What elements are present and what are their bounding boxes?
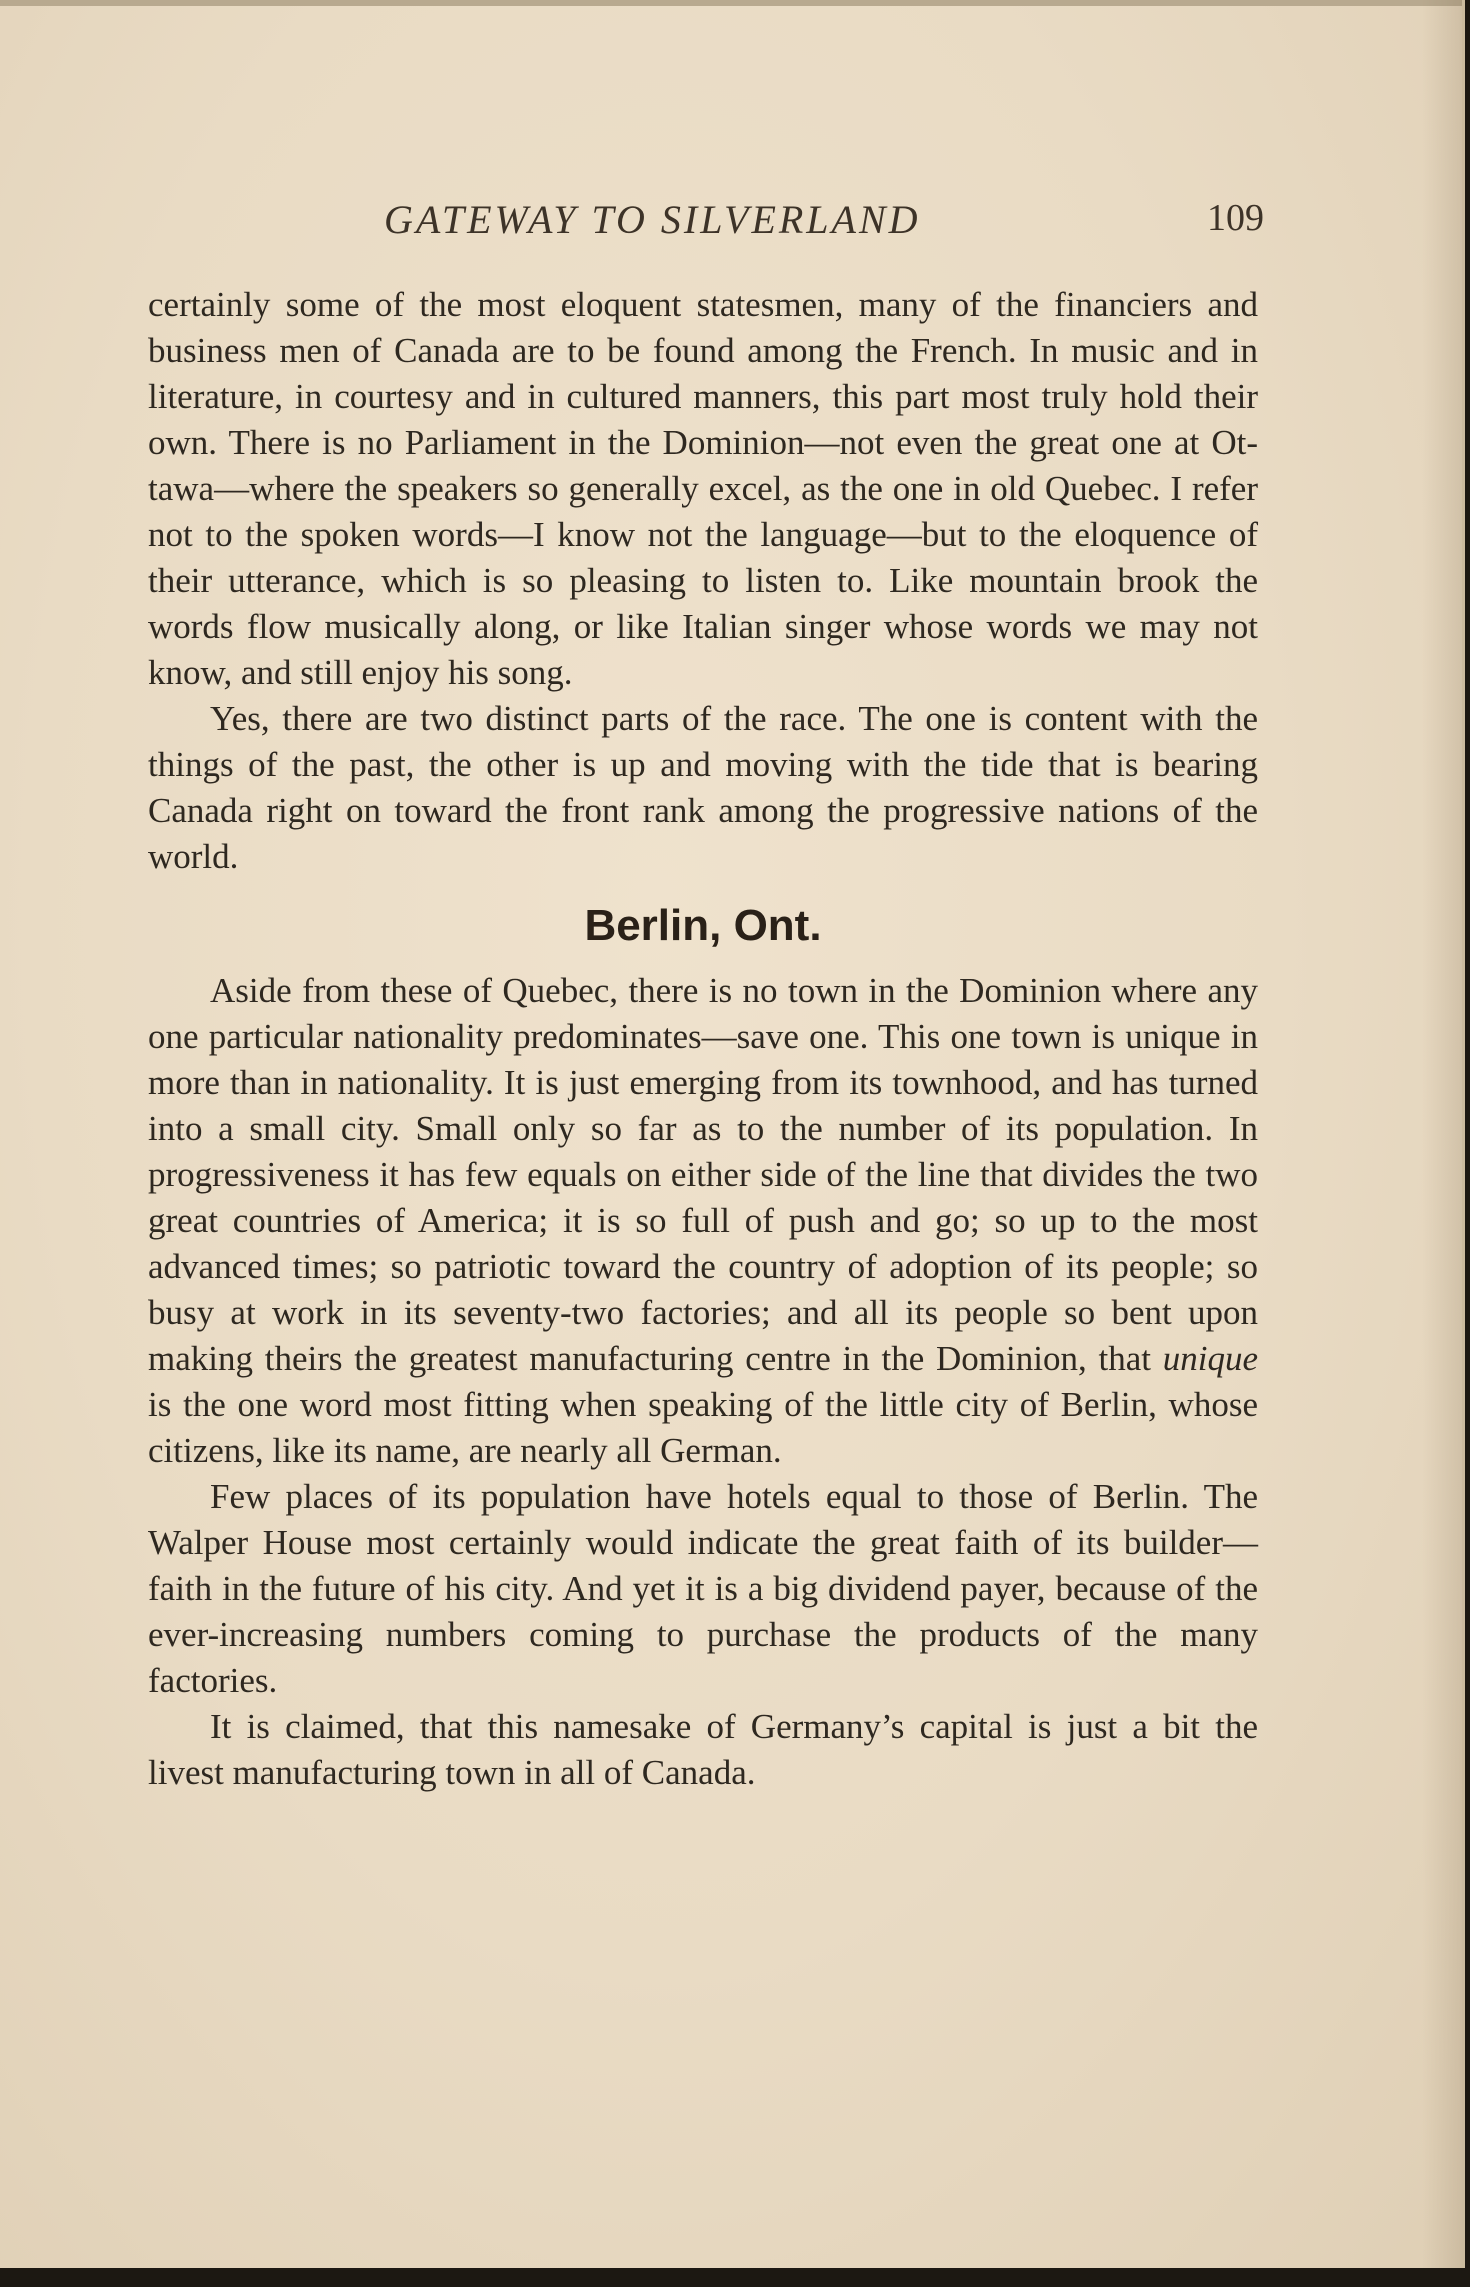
paragraph-statesmen: certainly some of the most eloquent statesmen, many of the financiers and business men of Canada are to be found among the French. In music and in literature, in courtesy and in cultured manners, this part most truly hold their own. There is no Parliament in the Dominion—not even the great one at Ottawa—where the speakers so generally excel, as the one in old Quebec. I refer not to the spoken words—I know not the language—but to the eloquence of their utterance, which is so pleasing to listen to. Like mountain brook the words flow musically along, or like Italian singer whose words we may not know, and still enjoy his song. [148,285,1258,692]
emphasized-word: unique [1162,1339,1258,1378]
page-number: 109 [1207,197,1264,239]
paragraph-text: is the one word most fitting when speaking of the little city of Berlin, whose citizens, like its name, are nearly all German. [148,1385,1258,1470]
body-text [148,282,1258,1796]
running-head [384,196,1264,252]
paragraph-text: Aside from these of Quebec, there is no town in the Dominion where any one particular nationality predominates—save one. This one town is unique in more than in nationality. It is just emerging from its townhood, and has turned into a small city. Small only so far as to the number of its population. In progressiveness it has few equals on either side of the line that divides the two great countries of America; it is so full of push and go; so up to the most advanced times; so patriotic toward the country of adoption of its people; so busy at work in its seventy-two factories; and all its people so bent upon making theirs the greatest manufacturing centre in the Dominion, that [148,971,1258,1378]
paragraph-hotels: Few places of its population have hotels equal to those of Berlin. The Walper House most certainly would indicate the great faith of its builder—faith in the future of his city. And yet it is a big dividend payer, because of the ever-increasing numbers coming to purchase the products of the many factories. [148,1477,1258,1700]
paragraph-livest-town: It is claimed, that this namesake of Germany’s capital is just a bit the livest manufacturing town in all of Canada. [148,1707,1258,1792]
paragraph-berlin-unique [148,968,1258,1474]
running-title: GATEWAY TO SILVERLAND [384,197,921,242]
section-heading: Berlin, Ont. [584,901,822,950]
paragraph-two-parts: Yes, there are two distinct parts of the race. The one is content with the things of the past, the other is up and moving with the tide that is bearing Canada right on toward the front rank among the progressive nations of the world. [148,699,1258,876]
